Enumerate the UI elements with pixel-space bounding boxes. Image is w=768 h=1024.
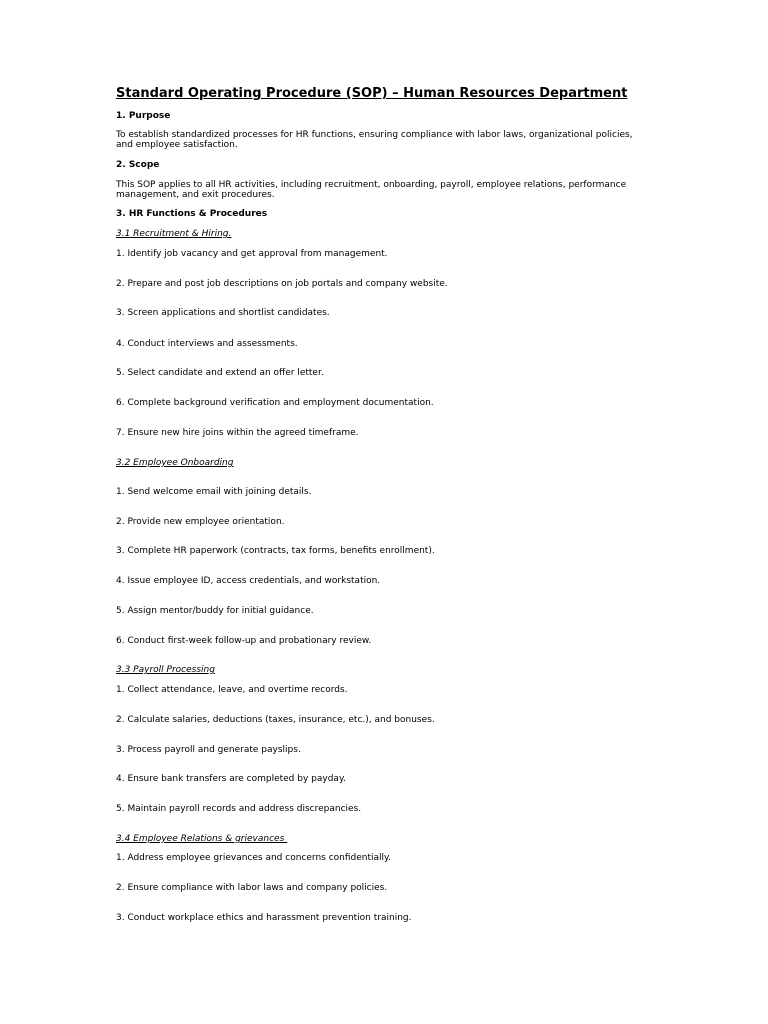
list-item: 6. Complete background verification and employment documentation. bbox=[116, 398, 434, 408]
list-item: 1. Address employee grievances and concerns confidentially. bbox=[116, 853, 391, 863]
subsection-heading-payroll: 3.3 Payroll Processing bbox=[116, 665, 215, 675]
subsection-heading-recruitment: 3.1 Recruitment & Hiring. bbox=[116, 229, 232, 239]
list-item: 5. Maintain payroll records and address discrepancies. bbox=[116, 804, 362, 814]
document-title: Standard Operating Procedure (SOP) – Human Resources Department bbox=[116, 86, 628, 101]
section-heading-hr-functions: 3. HR Functions & Procedures bbox=[116, 209, 268, 219]
list-item: 3. Complete HR paperwork (contracts, tax forms, benefits enrollment). bbox=[116, 546, 435, 556]
list-item: 1. Identify job vacancy and get approval from management. bbox=[116, 249, 388, 259]
list-item: 2. Calculate salaries, deductions (taxes, insurance, etc.), and bonuses. bbox=[116, 715, 435, 725]
list-item: 6. Conduct first-week follow-up and probationary review. bbox=[116, 636, 372, 646]
list-item: 5. Select candidate and extend an offer letter. bbox=[116, 368, 324, 378]
list-item: 2. Provide new employee orientation. bbox=[116, 517, 285, 527]
list-item: 2. Ensure compliance with labor laws and company policies. bbox=[116, 883, 388, 893]
subsection-heading-onboarding: 3.2 Employee Onboarding bbox=[116, 458, 234, 468]
list-item: 7. Ensure new hire joins within the agreed timeframe. bbox=[116, 428, 359, 438]
list-item: 3. Process payroll and generate payslips. bbox=[116, 745, 301, 755]
list-item: 5. Assign mentor/buddy for initial guidance. bbox=[116, 606, 314, 616]
list-item: 1. Collect attendance, leave, and overtime records. bbox=[116, 685, 348, 695]
section-body-scope: This SOP applies to all HR activities, including recruitment, onboarding, payroll, employee relations, performance management, and exit procedures. bbox=[116, 180, 627, 200]
list-item: 3. Screen applications and shortlist candidates. bbox=[116, 308, 330, 318]
section-heading-purpose: 1. Purpose bbox=[116, 111, 171, 121]
list-item: 2. Prepare and post job descriptions on job portals and company website. bbox=[116, 279, 448, 289]
subsection-heading-employee-relations: 3.4 Employee Relations & grievances bbox=[116, 834, 288, 844]
list-item: 4. Ensure bank transfers are completed by payday. bbox=[116, 774, 346, 784]
section-body-purpose: To establish standardized processes for HR functions, ensuring compliance with labor laws, organizational policies, and employee satisfaction. bbox=[116, 130, 633, 150]
list-item: 1. Send welcome email with joining details. bbox=[116, 487, 312, 497]
list-item: 3. Conduct workplace ethics and harassment prevention training. bbox=[116, 913, 412, 923]
list-item: 4. Issue employee ID, access credentials, and workstation. bbox=[116, 576, 381, 586]
list-item: 4. Conduct interviews and assessments. bbox=[116, 339, 298, 349]
section-heading-scope: 2. Scope bbox=[116, 160, 160, 170]
